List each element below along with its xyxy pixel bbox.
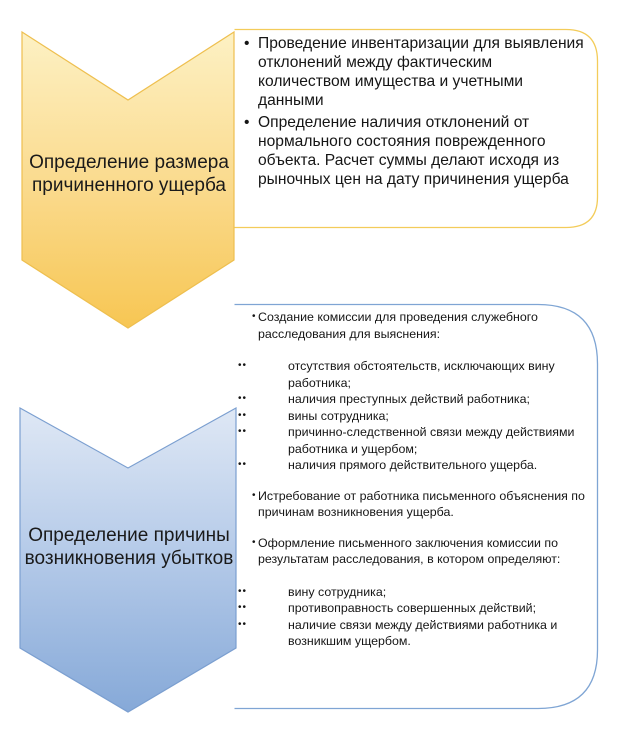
stage-1-details xyxy=(234,28,598,228)
stage-2-subpoint: •• отсутствия обстоятельств, исключающих вину работника; xyxy=(238,359,555,390)
stage-1-label: Определение размера причиненного ущерба xyxy=(29,152,229,196)
stage-2-point: • Истребование от работника письменного объяснения по причинам возникновения ущерба. xyxy=(252,488,586,521)
stage-2-subpoint: •• наличие связи между действиями работника и возникшим ущербом. xyxy=(238,617,558,648)
stage-2-point: • Оформление письменного заключения комиссии по результатам расследования, в котором определяют: xyxy=(252,535,586,568)
stage-1-item: • Проведение инвентаризации для выявления отклонений между фактическим количеством имущества и учетными данными xyxy=(242,34,588,110)
stage-2-point: • Создание комиссии для проведения служебного расследования для выяснения: xyxy=(252,309,586,342)
stage-2-subpoint: •• причинно-следственной связи между действиями работника и ущербом; xyxy=(238,425,575,456)
stage-2-subpoint: •• противоправность совершенных действий; xyxy=(238,601,537,615)
stage-2-details xyxy=(234,303,598,709)
stage-2-subpoint: •• вину сотрудника; xyxy=(238,584,387,599)
stage-1-item: • Определение наличия отклонений от нормального состояния поврежденного объекта. Расчет суммы делают исходя из рыночных цен на дату причинения ущерба xyxy=(242,113,588,189)
stage-2-subpoint: •• наличия преступных действий работника; xyxy=(238,392,530,406)
stage-2-subpoint: •• вины сотрудника; xyxy=(238,408,389,423)
stage-2-label: Определение причины возникновения убытков xyxy=(24,525,234,569)
stage-2-subpoint: •• наличия прямого действительного ущерба. xyxy=(238,458,538,472)
